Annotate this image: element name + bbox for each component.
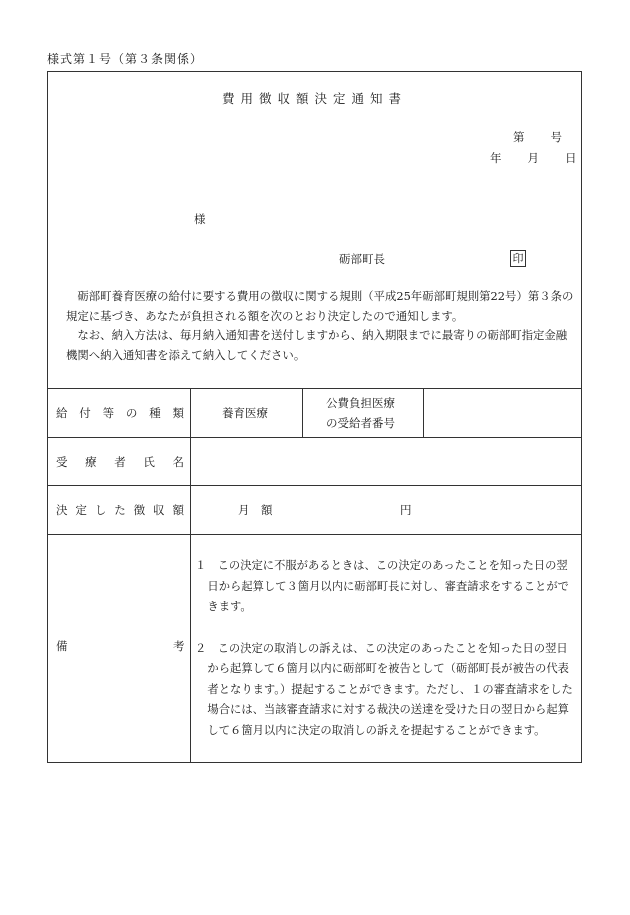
form-number-label: 様式第１号（第３条関係） [47,52,204,66]
decided-amount-label: 決 定 し た 徴 収 額 [56,503,184,517]
issuer-name: 砺部町長 [339,252,385,266]
issue-date: 年 月 日 [490,151,578,165]
remarks-notes [195,556,575,741]
public-recipient-label-line2: の受給者番号 [326,416,395,430]
table-column-divider [190,388,191,763]
document-title: 費用徴収額決定通知書 [221,91,407,106]
document-number: 第 号 [513,130,563,144]
remark-note-1: １ この決定に不服があるときは、この決定のあったことを知った日の翌日から起算して３箇月以内に砺部町長に対し、審査請求をすることができます。 [195,559,569,613]
notice-frame [47,71,582,763]
body-paragraph-1: 砺部町養育医療の給付に要する費用の徴収に関する規則（平成25年砺部町規則第22号）第３条の規定に基づき、あなたが負担される額を次のとおり決定したので通知します。 [66,289,574,323]
patient-name-label: 受 療 者 氏 名 [56,455,184,469]
body-paragraph-2: なお、納入方法は、毎月納入通知書を送付しますから、納入期限までに最寄りの砺部町指定金融機関へ納入通知書を添えて納入してください。 [66,328,568,362]
table-row-border-2 [48,485,581,486]
table-row-border-3 [48,534,581,535]
table-inner-divider-1 [302,388,303,437]
addressee-suffix: 様 [194,212,206,226]
remarks-label-last-char: 考 [173,639,185,653]
table-row-border-1 [48,437,581,438]
seal-mark: 印 [510,250,526,267]
table-top-border [48,388,581,389]
table-inner-divider-2 [423,388,424,437]
remark-note-2: ２ この決定の取消しの訴えは、この決定のあったことを知った日の翌日から起算して６箇月以内に砺部町を被告として（砺部町長が被告の代表者となります。）提起することができます。ただし、１の審査請求をした場合には、当該審査請求に対する裁決の送達を受けた日の翌日から起算して６箇月以内に決定の取消しの訴えを提起することができます。 [195,641,573,737]
patient-name-field [196,442,576,480]
benefit-type-label: 給 付 等 の 種 類 [56,406,184,420]
benefit-type-value: 養育医療 [222,406,268,420]
notice-body [66,287,576,365]
public-recipient-number-field [428,393,578,433]
monthly-amount-label: 月 額 [238,503,273,517]
yen-label: 円 [400,503,412,517]
public-recipient-label-line1: 公費負担医療 [326,396,395,410]
remarks-label-first-char: 備 [56,639,68,653]
